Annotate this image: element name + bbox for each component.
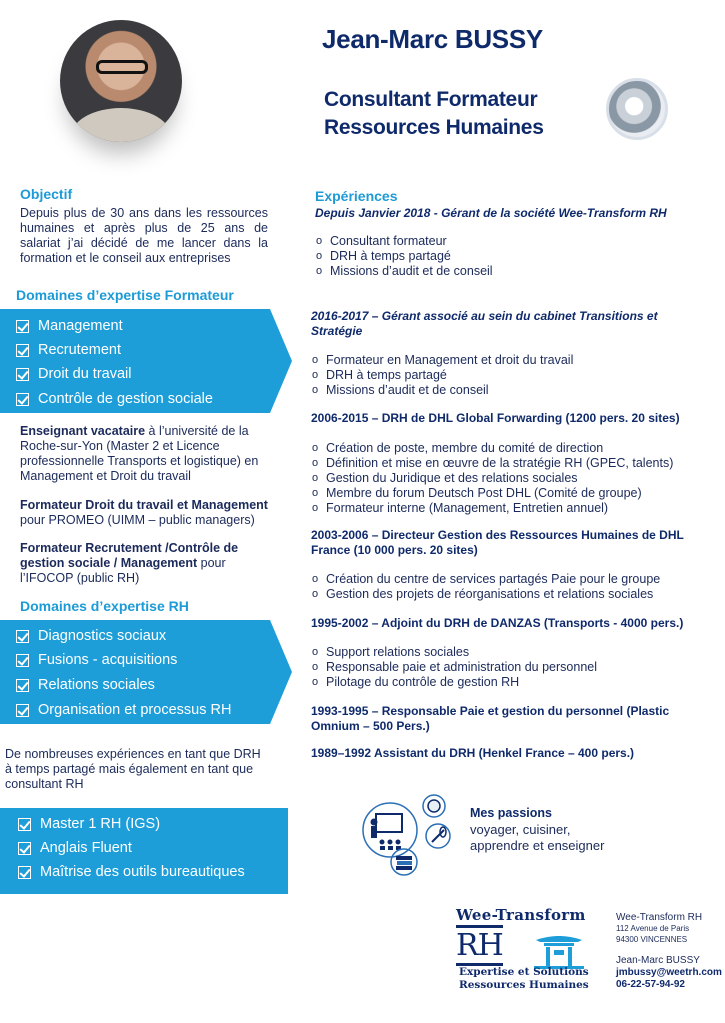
passions-heading: Mes passions [470, 806, 552, 820]
checkbox-icon [16, 320, 29, 333]
qualification-item: Anglais Fluent [18, 840, 132, 856]
hr-domains-heading: Domaines d’expertise RH [20, 598, 189, 614]
photo-glasses [96, 60, 148, 74]
teaching-cooking-icon [360, 792, 456, 878]
brand-tagline-2: Ressources Humaines [459, 979, 589, 991]
job-bullets [310, 645, 597, 690]
job-bullet: o Formateur interne (Management, Entretien annuel) [310, 501, 673, 516]
job-bullet: o Membre du forum Deutsch Post DHL (Comité de groupe) [310, 486, 673, 501]
trainer-domain-item: Droit du travail [16, 366, 131, 382]
decorative-logo-icon [606, 78, 668, 140]
job-bullet: o Formateur en Management et droit du travail [310, 353, 573, 368]
trainer-domains-heading: Domaines d’expertise Formateur [16, 287, 234, 303]
checkbox-icon [16, 393, 29, 406]
contact-address-1: 112 Avenue de Paris [616, 924, 690, 933]
objective-text: Depuis plus de 30 ans dans les ressources humaines et après plus de 25 ans de salariat j’ai décidé de me lancer dans la formation et le conseil aux entreprises [20, 206, 268, 265]
job-title: 1989–1992 Assistant du DRH (Henkel France – 400 pers.) [311, 746, 635, 760]
qualification-item: Master 1 RH (IGS) [18, 816, 160, 832]
pagoda-icon [530, 930, 588, 970]
job-title: 2016-2017 – Gérant associé au sein du cabinet Transitions et Stratégie [311, 309, 658, 338]
hr-note: De nombreuses expériences en tant que DRH à temps partagé mais également en tant que consultant RH [5, 747, 261, 791]
job-bullets [314, 234, 493, 279]
hr-domain-item: Organisation et processus RH [16, 702, 231, 718]
job-bullet: o Création de poste, membre du comité de direction [310, 441, 673, 456]
trainer-role-2: Formateur Droit du travail et Management pour PROMEO (UIMM – public managers) [20, 498, 268, 527]
job-bullet: o Consultant formateur [314, 234, 493, 249]
hr-domain-item: Relations sociales [16, 677, 155, 693]
checkbox-icon [16, 704, 29, 717]
job-title: 2006-2015 – DRH de DHL Global Forwarding (1200 pers. 20 sites) [311, 411, 680, 425]
job-bullet: o Gestion des projets de réorganisations et relations sociales [310, 587, 660, 602]
qualification-item: Maîtrise des outils bureautiques [18, 864, 245, 880]
job-title: Depuis Janvier 2018 - Gérant de la société Wee-Transform RH [315, 206, 667, 220]
job-title-line1: Consultant Formateur [324, 88, 538, 111]
job-bullets [310, 572, 660, 602]
experiences-heading: Expériences [315, 188, 398, 204]
trainer-domain-item: Management [16, 318, 123, 334]
brand-name: Wee-Transform [456, 906, 586, 924]
passions-text: voyager, cuisiner, apprendre et enseigner [470, 822, 605, 853]
brand-tagline-1: Expertise et Solutions [459, 966, 589, 978]
job-bullet: o Missions d’audit et de conseil [314, 264, 493, 279]
job-bullet: o Définition et mise en œuvre de la stratégie RH (GPEC, talents) [310, 456, 673, 471]
job-bullet: o Gestion du Juridique et des relations sociales [310, 471, 673, 486]
contact-company: Wee-Transform RH [616, 912, 703, 923]
job-bullet: o DRH à temps partagé [310, 368, 573, 383]
job-title-line2: Ressources Humaines [324, 116, 544, 139]
job-title: 1993-1995 – Responsable Paie et gestion du personnel (Plastic Omnium – 500 Pers.) [311, 704, 670, 733]
job-bullets [310, 353, 573, 398]
job-bullet: o Missions d’audit et de conseil [310, 383, 573, 398]
profile-photo [60, 20, 182, 142]
job-bullet: o Responsable paie et administration du personnel [310, 660, 597, 675]
contact-address-2: 94300 VINCENNES [616, 935, 688, 944]
checkbox-icon [16, 679, 29, 692]
job-title: 2003-2006 – Directeur Gestion des Ressources Humaines de DHL France (10 000 pers. 20 sites) [311, 528, 684, 557]
contact-person: Jean-Marc BUSSY [616, 955, 700, 966]
checkbox-icon [16, 344, 29, 357]
checkbox-icon [18, 818, 31, 831]
job-bullet: o Pilotage du contrôle de gestion RH [310, 675, 597, 690]
job-bullets [310, 441, 673, 516]
contact-phone: 06-22-57-94-92 [616, 979, 685, 990]
brand-rh: RH [456, 928, 503, 963]
hr-domain-item: Fusions - acquisitions [16, 652, 177, 668]
job-bullet: o Création du centre de services partagés Paie pour le groupe [310, 572, 660, 587]
objective-heading: Objectif [20, 186, 73, 202]
photo-shoulders [70, 108, 172, 142]
checkbox-icon [16, 368, 29, 381]
checkbox-icon [16, 630, 29, 643]
trainer-role-3: Formateur Recrutement /Contrôle de gestion sociale / Management pour l’IFOCOP (public RH) [20, 541, 239, 585]
checkbox-icon [18, 842, 31, 855]
job-bullet: o Support relations sociales [310, 645, 597, 660]
trainer-domain-item: Contrôle de gestion sociale [16, 391, 213, 407]
checkbox-icon [16, 654, 29, 667]
trainer-role-1: Enseignant vacataire à l’université de la Roche-sur-Yon (Master 2 et Licence professionnelle Transports et logistique) en Management et Droit du travail [20, 424, 259, 483]
hr-domain-item: Diagnostics sociaux [16, 628, 166, 644]
checkbox-icon [18, 866, 31, 879]
job-bullet: o DRH à temps partagé [314, 249, 493, 264]
trainer-domain-item: Recrutement [16, 342, 121, 358]
contact-email[interactable]: jmbussy@weetrh.com [616, 967, 722, 978]
job-title: 1995-2002 – Adjoint du DRH de DANZAS (Transports - 4000 pers.) [311, 616, 684, 630]
person-name: Jean-Marc BUSSY [322, 24, 543, 54]
